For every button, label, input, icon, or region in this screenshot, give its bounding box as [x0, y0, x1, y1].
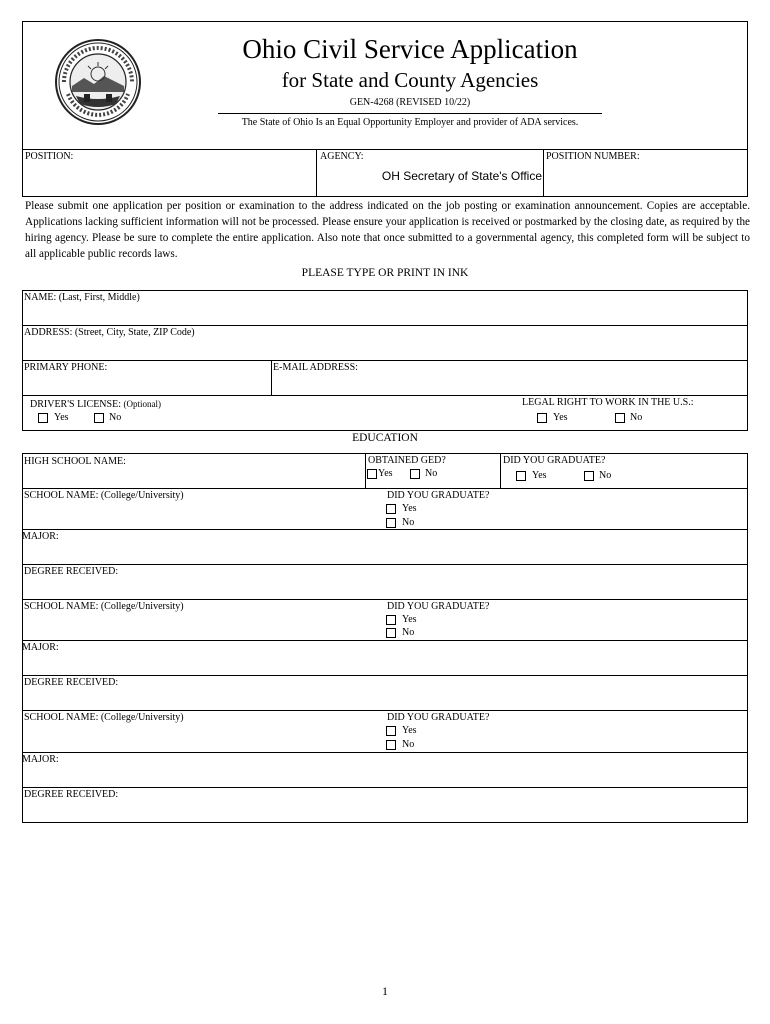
- agency-field[interactable]: OH Secretary of State's Office: [381, 169, 542, 183]
- hs-graduate-no-checkbox[interactable]: [584, 471, 594, 481]
- position-number-label: POSITION NUMBER:: [546, 151, 640, 162]
- ohio-seal-logo: [54, 38, 142, 126]
- drivers-license-label: [30, 398, 161, 411]
- college-1-name-field[interactable]: [24, 503, 379, 528]
- hs-graduate-label: DID YOU GRADUATE?: [503, 455, 606, 466]
- high-school-field[interactable]: [24, 469, 363, 487]
- address-field[interactable]: [24, 340, 746, 359]
- college-3-major-field[interactable]: [24, 767, 746, 786]
- college-2-degree-label: DEGREE RECEIVED:: [24, 677, 119, 688]
- college-3-name-field[interactable]: [24, 725, 379, 751]
- college-2-no-label: No: [402, 627, 415, 638]
- license-yes-label: Yes: [54, 412, 69, 423]
- legal-yes-label: Yes: [553, 412, 568, 423]
- legal-right-label: LEGAL RIGHT TO WORK IN THE U.S.:: [522, 397, 694, 408]
- license-yes-checkbox[interactable]: [38, 413, 48, 423]
- position-field[interactable]: [24, 163, 314, 195]
- college-3-name-label: SCHOOL NAME: (College/University): [24, 712, 184, 723]
- college-3-degree-field[interactable]: [24, 802, 746, 821]
- form-number: GEN-4268 (REVISED 10/22): [349, 97, 471, 108]
- college-3-yes-checkbox[interactable]: [386, 726, 396, 736]
- high-school-label: HIGH SCHOOL NAME:: [24, 456, 126, 467]
- college-1-yes-label: Yes: [402, 503, 417, 514]
- print-notice: PLEASE TYPE OR PRINT IN INK: [301, 267, 469, 279]
- college-1-yes-checkbox[interactable]: [386, 504, 396, 514]
- college-2-name-field[interactable]: [24, 614, 379, 639]
- college-3-major-label: MAJOR:: [22, 754, 59, 765]
- legal-yes-checkbox[interactable]: [537, 413, 547, 423]
- ged-yes-checkbox[interactable]: [367, 469, 377, 479]
- license-no-checkbox[interactable]: [94, 413, 104, 423]
- ged-no-checkbox[interactable]: [410, 469, 420, 479]
- phone-field[interactable]: [24, 375, 269, 394]
- form-subtitle: for State and County Agencies: [281, 68, 539, 92]
- ged-no-label: No: [425, 468, 438, 479]
- college-3-graduate-label: DID YOU GRADUATE?: [387, 712, 490, 723]
- college-1-no-checkbox[interactable]: [386, 518, 396, 528]
- legal-no-checkbox[interactable]: [615, 413, 625, 423]
- college-1-no-label: No: [402, 517, 415, 528]
- eeo-statement: The State of Ohio Is an Equal Opportunity Employer and provider of ADA services.: [241, 117, 579, 128]
- hs-graduate-yes-checkbox[interactable]: [516, 471, 526, 481]
- instructions-paragraph: Please submit one application per position or examination to the address indicated on the job posting or examination announcement. Copies are acceptable. Applications lacking sufficient information will not be processed. Please ensure your application is received or postmarked by the closing date, as required by the hiring agency. Please be sure to complete the entire application. Also note that once submitted to a governmental agency, this completed form will be subject to all applicable public records laws.: [25, 200, 750, 260]
- page-number: 1: [382, 984, 388, 998]
- college-2-name-label: SCHOOL NAME: (College/University): [24, 601, 184, 612]
- position-label: POSITION:: [25, 151, 74, 162]
- college-3-no-label: No: [402, 739, 415, 750]
- college-2-graduate-label: DID YOU GRADUATE?: [387, 601, 490, 612]
- license-no-label: No: [109, 412, 122, 423]
- college-2-major-label: MAJOR:: [22, 642, 59, 653]
- hs-graduate-yes-label: Yes: [532, 470, 547, 481]
- college-2-major-field[interactable]: [24, 655, 746, 674]
- college-1-graduate-label: DID YOU GRADUATE?: [387, 490, 490, 501]
- form-title: Ohio Civil Service Application: [242, 34, 578, 64]
- name-label: NAME: (Last, First, Middle): [24, 292, 140, 303]
- name-field[interactable]: [24, 305, 746, 324]
- college-1-major-label: MAJOR:: [22, 531, 59, 542]
- ged-yes-label: Yes: [378, 468, 393, 479]
- address-label: ADDRESS: (Street, City, State, ZIP Code): [24, 327, 195, 338]
- college-1-major-field[interactable]: [24, 544, 746, 563]
- college-3-no-checkbox[interactable]: [386, 740, 396, 750]
- agency-label: AGENCY:: [320, 151, 364, 162]
- college-2-degree-field[interactable]: [24, 690, 746, 709]
- college-1-degree-field[interactable]: [24, 579, 746, 598]
- legal-no-label: No: [630, 412, 643, 423]
- optional-note: (Optional): [123, 399, 161, 409]
- college-2-yes-label: Yes: [402, 614, 417, 625]
- college-1-name-label: SCHOOL NAME: (College/University): [24, 490, 184, 501]
- college-1-degree-label: DEGREE RECEIVED:: [24, 566, 119, 577]
- email-label: E-MAIL ADDRESS:: [273, 362, 358, 373]
- education-heading: EDUCATION: [352, 432, 418, 444]
- college-2-yes-checkbox[interactable]: [386, 615, 396, 625]
- position-number-field[interactable]: [545, 163, 746, 195]
- phone-label: PRIMARY PHONE:: [24, 362, 108, 373]
- ged-label: OBTAINED GED?: [368, 455, 446, 466]
- college-2-no-checkbox[interactable]: [386, 628, 396, 638]
- college-3-yes-label: Yes: [402, 725, 417, 736]
- email-field[interactable]: [273, 375, 746, 394]
- college-3-degree-label: DEGREE RECEIVED:: [24, 789, 119, 800]
- drivers-license-text: DRIVER'S LICENSE:: [30, 399, 121, 410]
- hs-graduate-no-label: No: [599, 470, 612, 481]
